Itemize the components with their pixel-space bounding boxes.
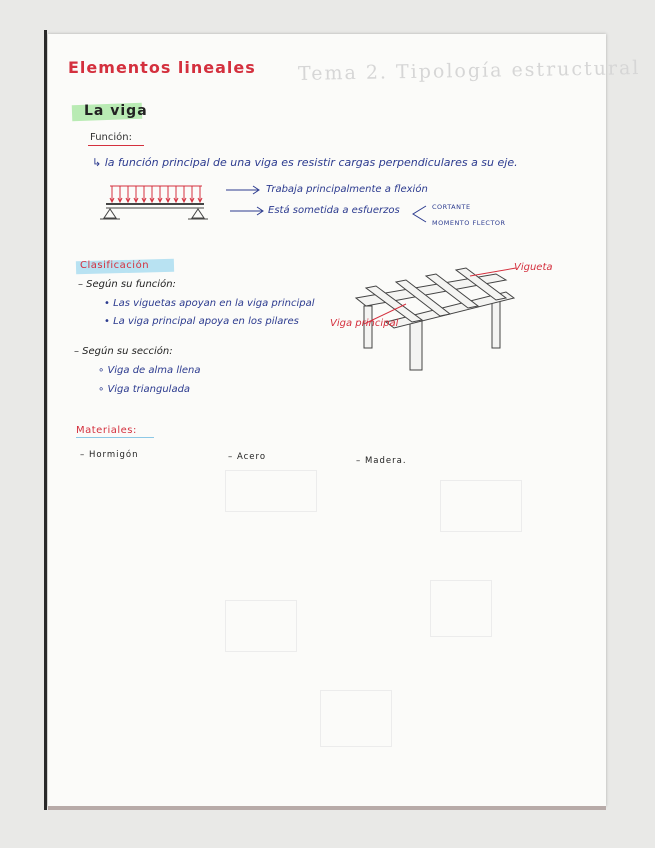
arrow-icon [230, 206, 266, 216]
bleed-through-sketch [440, 480, 522, 532]
function-label: Función: [90, 132, 132, 143]
bleed-through-sketch [430, 580, 492, 637]
section-heading-viga: La viga [84, 103, 148, 119]
page-bottom-edge [48, 806, 606, 810]
function-underline [88, 145, 144, 146]
by-function-item: • Las viguetas apoyan en la viga principal [104, 298, 315, 309]
section-heading-clasificacion: Clasificación [80, 260, 150, 271]
bleed-through-title: Tema 2. Tipología estructural [297, 57, 641, 85]
bleed-through-sketch [225, 470, 317, 512]
label-vigueta: Vigueta [514, 262, 553, 273]
page-left-edge [44, 30, 47, 810]
beam-load-sketch [100, 182, 210, 224]
by-function-label: – Según su función: [78, 279, 176, 290]
material-item: – Madera. [356, 456, 407, 466]
arrow-text-flexion: Trabaja principalmente a flexión [266, 184, 428, 195]
label-leader-line [470, 262, 520, 282]
bleed-through-sketch [320, 690, 392, 747]
label-viga-principal: Viga principal [330, 318, 399, 329]
by-section-label: – Según su sección: [74, 346, 173, 357]
material-item: – Hormigón [80, 450, 139, 460]
section-heading-materiales: Materiales: [76, 425, 137, 436]
arrow-icon [226, 185, 262, 195]
material-item: – Acero [228, 452, 267, 462]
brace-icon [410, 204, 430, 224]
by-section-item: ∘ Viga de alma llena [98, 365, 201, 376]
bleed-through-sketch [225, 600, 297, 652]
function-text: ↳ la función principal de una viga es resistir cargas perpendiculares a su eje. [92, 156, 518, 169]
effort-cortante: CORTANTE [432, 203, 471, 211]
arrow-text-esfuerzos: Está sometida a esfuerzos [268, 205, 400, 216]
effort-momento-flector: MOMENTO FLECTOR [432, 219, 506, 227]
page-title: Elementos lineales [68, 58, 256, 77]
materials-underline [76, 437, 154, 438]
by-function-item: • La viga principal apoya en los pilares [104, 316, 299, 327]
by-section-item: ∘ Viga triangulada [98, 384, 191, 395]
